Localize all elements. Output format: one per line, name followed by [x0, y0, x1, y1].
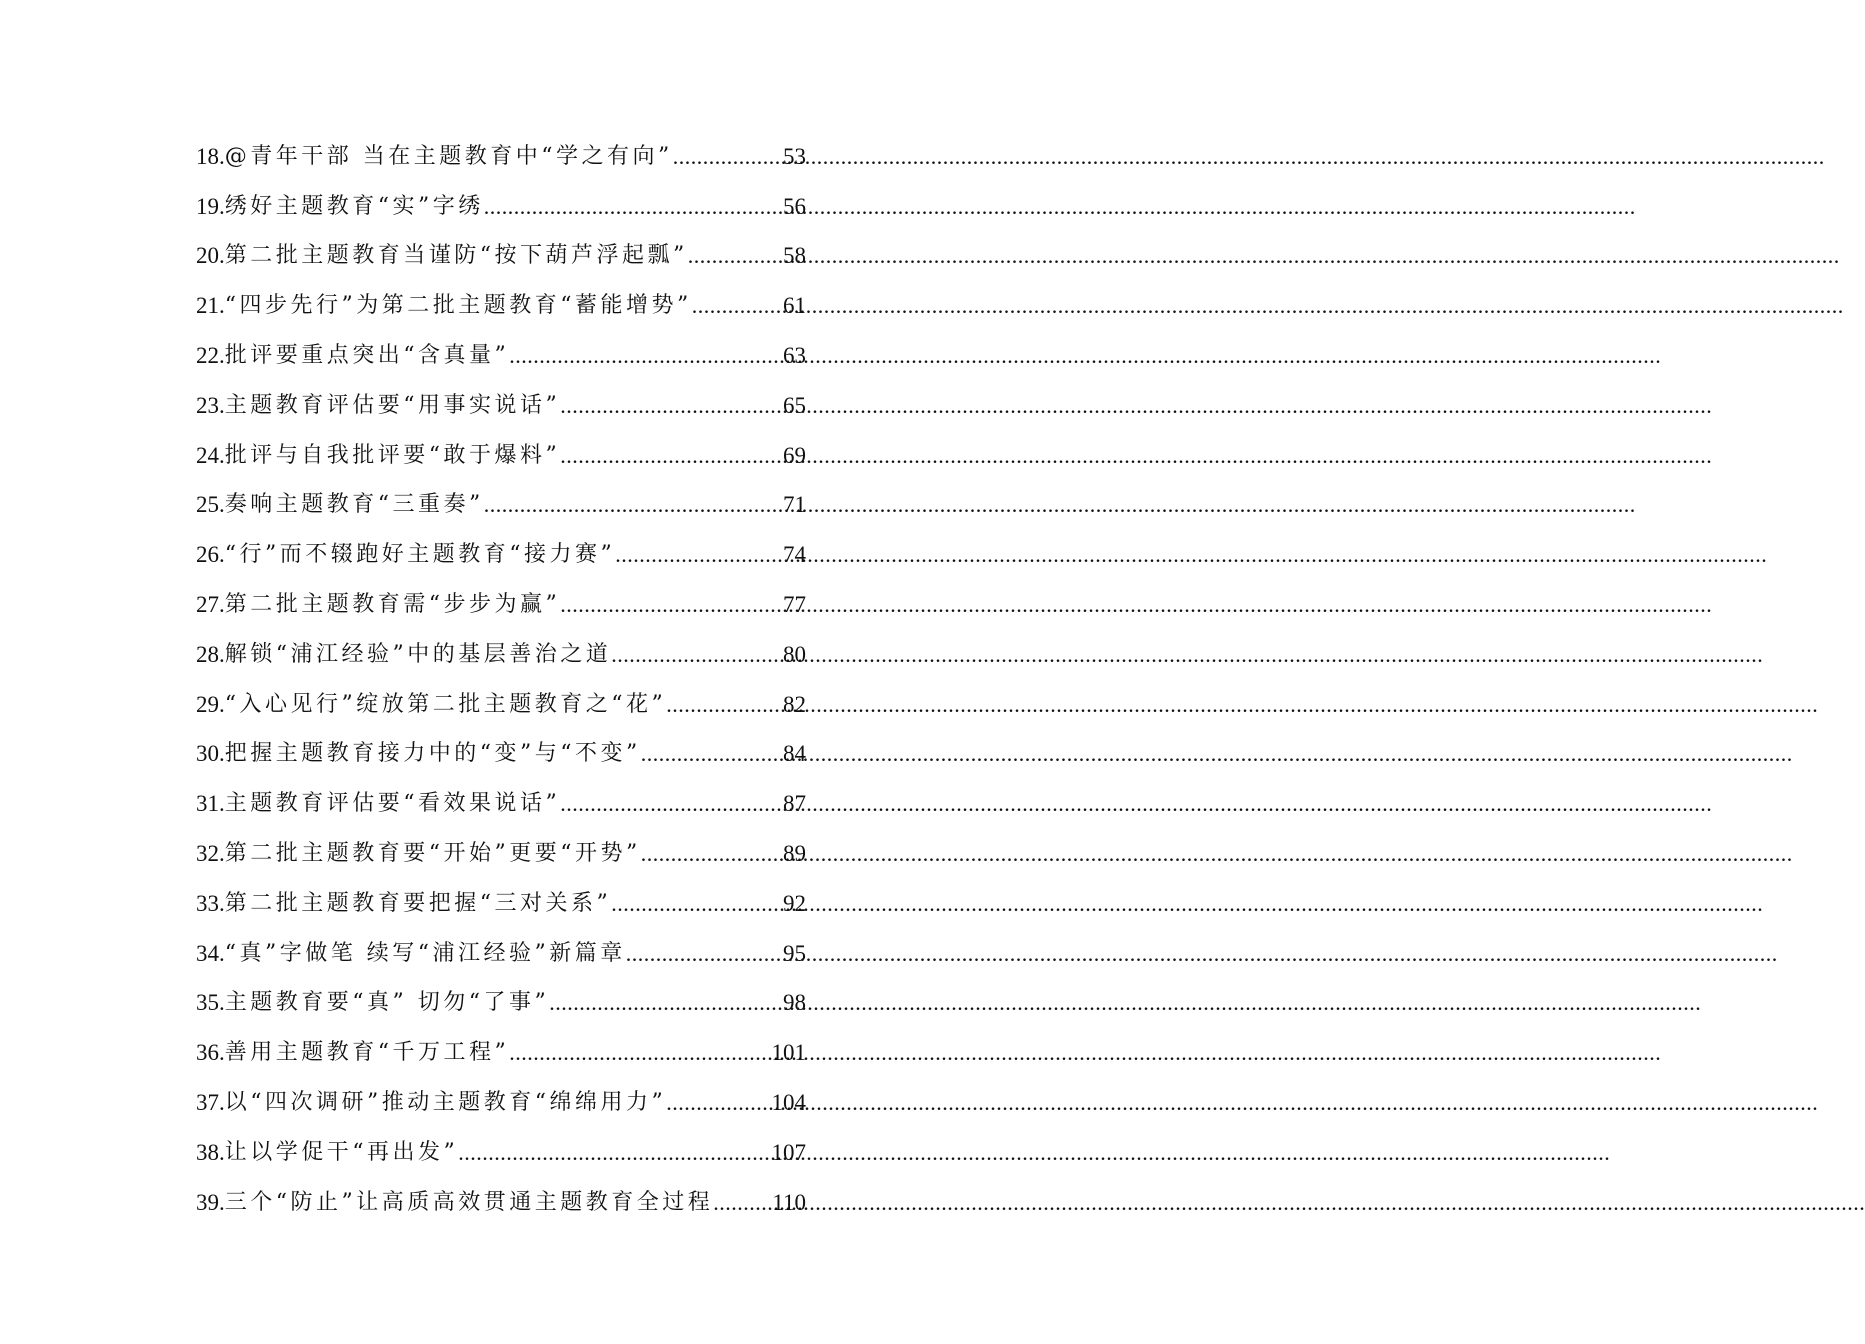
- dot-leader: [688, 242, 783, 270]
- dot-leader: [549, 989, 783, 1017]
- entry-title: 解锁“浦江经验”中的基层善治之道: [224, 641, 612, 667]
- entry-title: 第二批主题教育要“开始”更要“开势”: [224, 841, 641, 867]
- dot-leader: [713, 1189, 772, 1217]
- dot-leader: [611, 890, 783, 918]
- entry-number: 26.: [196, 542, 225, 568]
- dot-leader: [626, 940, 783, 968]
- entry-title: 三个“防止”让高质高效贯通主题教育全过程: [224, 1189, 714, 1215]
- toc-entry-19[interactable]: [196, 182, 806, 232]
- entry-page-number: 101: [771, 1040, 806, 1066]
- entry-number: 39.: [196, 1189, 225, 1215]
- entry-page-number: 89: [783, 841, 806, 867]
- toc-entry-38[interactable]: [196, 1128, 806, 1178]
- dot-leader: [692, 292, 783, 320]
- entry-number: 29.: [196, 691, 225, 717]
- toc-entry-21[interactable]: [196, 281, 806, 331]
- dot-leader: [666, 691, 783, 719]
- entry-title: “入心见行”绽放第二批主题教育之“花”: [224, 691, 667, 717]
- entry-page-number: 61: [783, 293, 806, 319]
- entry-number: 33.: [196, 890, 225, 916]
- dot-leader: [641, 840, 783, 868]
- entry-page-number: 65: [783, 392, 806, 418]
- dot-leader: [673, 143, 783, 171]
- entry-page-number: 82: [783, 691, 806, 717]
- entry-page-number: 74: [783, 542, 806, 568]
- entry-page-number: 107: [771, 1139, 806, 1165]
- toc-entry-33[interactable]: [196, 879, 806, 929]
- entry-page-number: 56: [783, 193, 806, 219]
- entry-number: 28.: [196, 641, 225, 667]
- toc-entry-30[interactable]: [196, 730, 806, 780]
- entry-page-number: 63: [783, 343, 806, 369]
- entry-page-number: 84: [783, 741, 806, 767]
- toc-entry-35[interactable]: [196, 979, 806, 1029]
- toc-entry-36[interactable]: [196, 1028, 806, 1078]
- entry-title: “四步先行”为第二批主题教育“蓄能增势”: [224, 293, 692, 319]
- entry-page-number: 87: [783, 791, 806, 817]
- toc-entry-31[interactable]: [196, 779, 806, 829]
- entry-number: 24.: [196, 442, 225, 468]
- entry-page-number: 77: [783, 592, 806, 618]
- dot-leader: [560, 392, 783, 420]
- entry-page-number: 71: [783, 492, 806, 518]
- toc-entry-25[interactable]: [196, 481, 806, 531]
- toc-entry-29[interactable]: [196, 680, 806, 730]
- entry-title: “行”而不辍跑好主题教育“接力赛”: [224, 542, 616, 568]
- toc-entry-20[interactable]: [196, 232, 806, 282]
- entry-number: 23.: [196, 392, 225, 418]
- entry-page-number: 80: [783, 641, 806, 667]
- entry-page-number: 104: [771, 1090, 806, 1116]
- dot-leader: [560, 442, 783, 470]
- entry-title: 主题教育评估要“看效果说话”: [224, 791, 561, 817]
- entry-number: 37.: [196, 1090, 225, 1116]
- entry-number: 34.: [196, 940, 225, 966]
- entry-number: 36.: [196, 1040, 225, 1066]
- entry-title: 第二批主题教育当谨防“按下葫芦浮起瓢”: [224, 243, 688, 269]
- entry-title: 第二批主题教育需“步步为赢”: [224, 592, 561, 618]
- entry-number: 22.: [196, 343, 225, 369]
- entry-number: 31.: [196, 791, 225, 817]
- entry-page-number: 95: [783, 940, 806, 966]
- entry-number: 27.: [196, 592, 225, 618]
- dot-leader: [509, 1039, 771, 1067]
- dot-leader: [560, 591, 783, 619]
- dot-leader: [615, 541, 783, 569]
- entry-title: 主题教育评估要“用事实说话”: [224, 392, 561, 418]
- entry-page-number: 98: [783, 990, 806, 1016]
- dot-leader: [484, 193, 783, 221]
- entry-title: @青年干部 当在主题教育中“学之有向”: [224, 143, 673, 169]
- entry-title: 让以学促干“再出发”: [224, 1139, 459, 1165]
- dot-leader: [458, 1139, 771, 1167]
- entry-title: 第二批主题教育要把握“三对关系”: [224, 890, 612, 916]
- entry-page-number: 58: [783, 243, 806, 269]
- entry-number: 19.: [196, 193, 225, 219]
- entry-number: 38.: [196, 1139, 225, 1165]
- entry-title: 批评要重点突出“含真量”: [224, 343, 510, 369]
- entry-title: 奏响主题教育“三重奏”: [224, 492, 484, 518]
- entry-title: 把握主题教育接力中的“变”与“不变”: [224, 741, 641, 767]
- dot-leader: [509, 342, 783, 370]
- dot-leader: [641, 740, 783, 768]
- dot-leader: [611, 641, 783, 669]
- entry-title: 以“四次调研”推动主题教育“绵绵用力”: [224, 1090, 667, 1116]
- entry-page-number: 110: [772, 1189, 806, 1215]
- toc-entry-24[interactable]: [196, 431, 806, 481]
- entry-number: 18.: [196, 143, 225, 169]
- toc-entry-23[interactable]: [196, 381, 806, 431]
- toc-entry-34[interactable]: [196, 929, 806, 979]
- entry-page-number: 69: [783, 442, 806, 468]
- toc-entry-39[interactable]: [196, 1178, 806, 1228]
- dot-leader: [560, 790, 783, 818]
- toc-entry-28[interactable]: [196, 630, 806, 680]
- dot-leader: [666, 1089, 771, 1117]
- toc-entry-37[interactable]: [196, 1078, 806, 1128]
- entry-title: 善用主题教育“千万工程”: [224, 1040, 510, 1066]
- toc-entry-22[interactable]: [196, 331, 806, 381]
- entry-page-number: 92: [783, 890, 806, 916]
- entry-title: 批评与自我批评要“敢于爆料”: [224, 442, 561, 468]
- table-of-contents: [196, 132, 806, 1228]
- toc-entry-26[interactable]: [196, 530, 806, 580]
- dot-leader: [484, 491, 783, 519]
- entry-number: 35.: [196, 990, 225, 1016]
- toc-entry-32[interactable]: [196, 829, 806, 879]
- entry-number: 30.: [196, 741, 225, 767]
- entry-number: 25.: [196, 492, 225, 518]
- entry-title: 主题教育要“真” 切勿“了事”: [224, 990, 550, 1016]
- toc-entry-18[interactable]: [196, 132, 806, 182]
- entry-page-number: 53: [783, 143, 806, 169]
- entry-title: 绣好主题教育“实”字绣: [224, 193, 484, 219]
- entry-title: “真”字做笔 续写“浦江经验”新篇章: [224, 940, 626, 966]
- toc-entry-27[interactable]: [196, 580, 806, 630]
- entry-number: 20.: [196, 243, 225, 269]
- entry-number: 32.: [196, 841, 225, 867]
- entry-number: 21.: [196, 293, 225, 319]
